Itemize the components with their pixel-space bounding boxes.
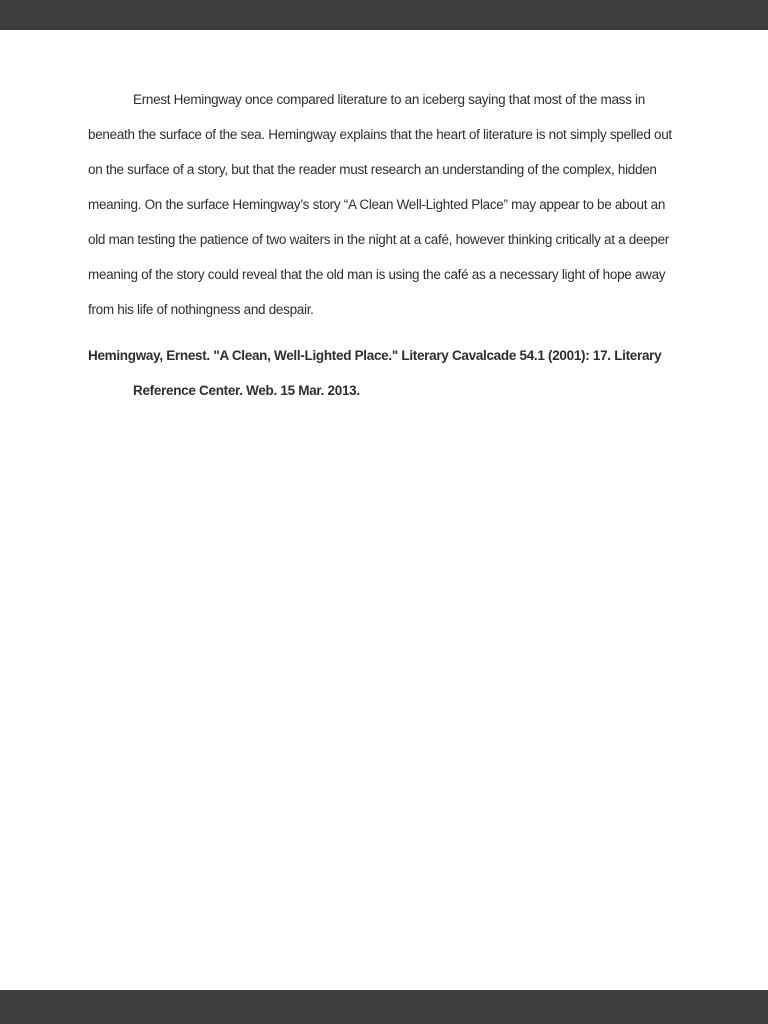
viewer-letterbox-top — [0, 0, 768, 30]
document-page — [0, 30, 768, 990]
viewer-letterbox-bottom — [0, 990, 768, 1024]
intro-paragraph: Ernest Hemingway once compared literature to an iceberg saying that most of the mass in beneath the surface of the sea. Hemingway explains that the heart of literature is not simply spelled out on the surface of a story, but that the reader must research an understanding of the complex, hidden meaning. On the surface Hemingway’s story “A Clean Well-Lighted Place” may appear to be about an old man testing the patience of two waiters in the night at a café, however thinking critically at a deeper meaning of the story could reveal that the old man is using the café as a necessary light of hope away from his life of nothingness and despair. — [88, 92, 672, 317]
citation-entry: Hemingway, Ernest. "A Clean, Well-Lighted Place." Literary Cavalcade 54.1 (2001): 17. Literary Reference Center. Web. 15 Mar. 2013. — [88, 348, 662, 398]
